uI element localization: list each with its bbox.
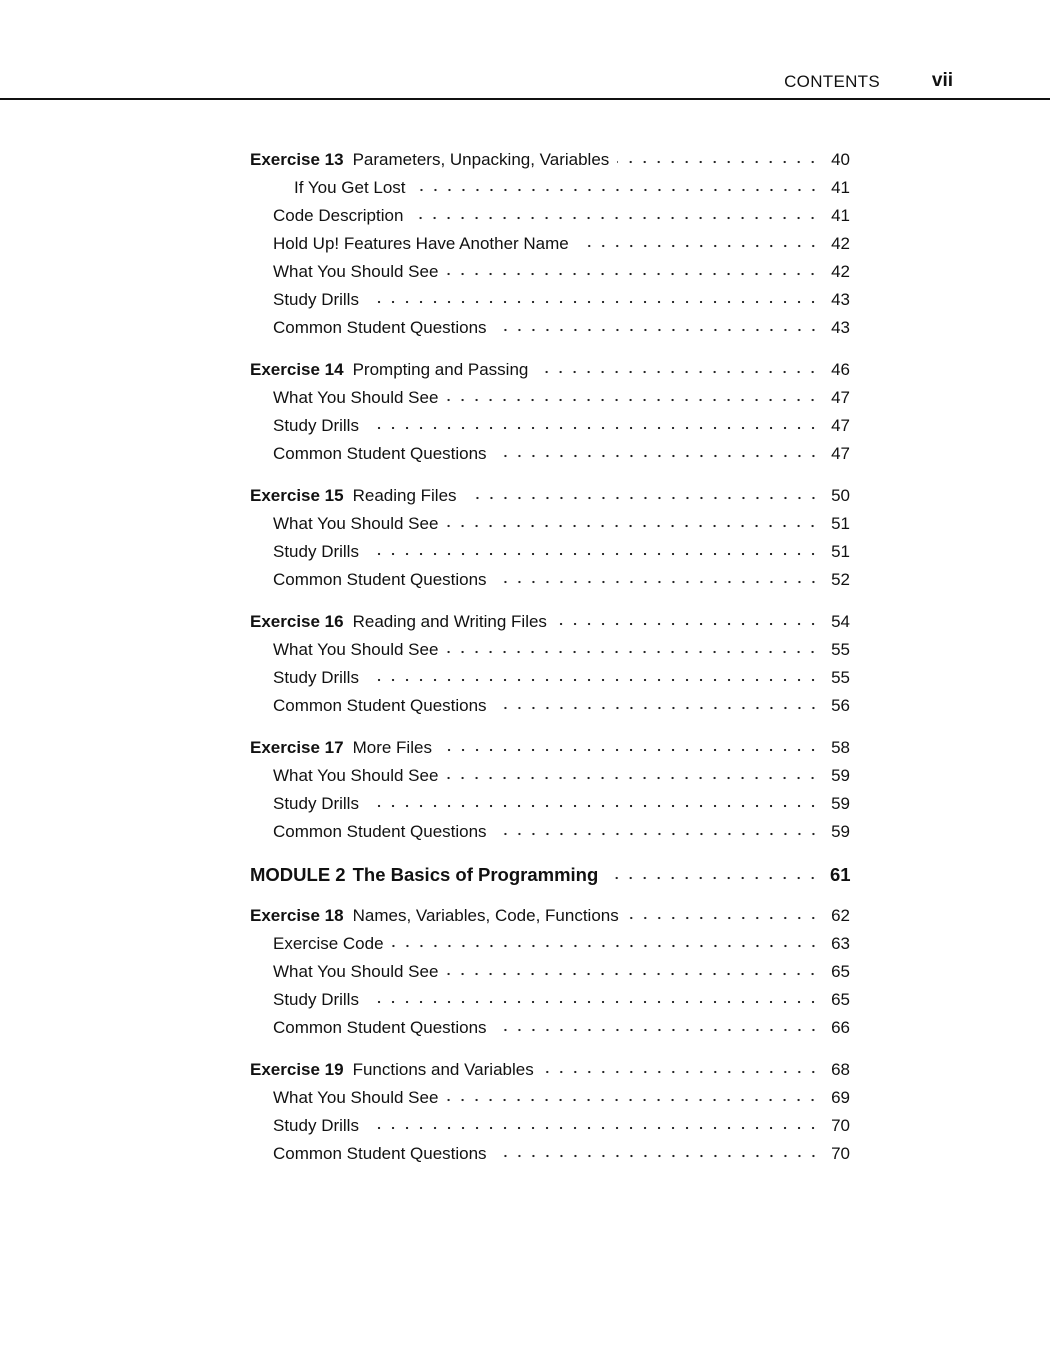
- dot-leader: [495, 831, 820, 837]
- dot-leader: [392, 943, 820, 949]
- toc-exercise-entry[interactable]: [250, 356, 850, 384]
- toc-exercise-heading: [250, 1056, 534, 1084]
- dot-leader: [495, 579, 820, 585]
- toc-page-number: 40: [831, 150, 850, 169]
- toc-section-title: Code Description: [273, 206, 404, 225]
- toc-section-title: What You Should See: [273, 1088, 439, 1107]
- toc-section-title: Common Student Questions: [273, 696, 487, 715]
- toc-section-entry[interactable]: [250, 762, 850, 790]
- toc-exercise-label: Exercise 15: [250, 486, 344, 505]
- toc-exercise-label: Exercise 17: [250, 738, 344, 757]
- toc-section-title: Study Drills: [273, 668, 359, 687]
- toc-section-title: What You Should See: [273, 962, 439, 981]
- dot-leader: [367, 425, 820, 431]
- dot-leader: [446, 775, 820, 781]
- toc-module-entry[interactable]: [250, 860, 850, 890]
- toc-page-number: 65: [831, 990, 850, 1009]
- toc-page-number: 55: [831, 640, 850, 659]
- dot-leader: [555, 621, 820, 627]
- toc-page-number: 43: [831, 290, 850, 309]
- toc-section-title: Common Student Questions: [273, 570, 487, 589]
- toc-page-number: 41: [831, 206, 850, 225]
- toc-section-entry[interactable]: [250, 202, 850, 230]
- toc-page-number: 52: [831, 570, 850, 589]
- toc-section-title: Common Student Questions: [273, 1018, 487, 1037]
- toc-section-title: Study Drills: [273, 794, 359, 813]
- toc-section-entry[interactable]: [250, 1084, 850, 1112]
- toc-page-number: 43: [831, 318, 850, 337]
- toc-page-number: 47: [831, 388, 850, 407]
- toc-page-number: 59: [831, 794, 850, 813]
- toc-section-title: If You Get Lost: [294, 178, 406, 197]
- dot-leader: [367, 551, 820, 557]
- toc-page-number: 56: [831, 696, 850, 715]
- toc-section-title: What You Should See: [273, 766, 439, 785]
- dot-leader: [367, 677, 820, 683]
- toc-page-number: 63: [831, 934, 850, 953]
- toc-section-title: Common Student Questions: [273, 318, 487, 337]
- dot-leader: [367, 1125, 820, 1131]
- dot-leader: [495, 453, 820, 459]
- dot-leader: [536, 369, 820, 375]
- running-head-section: CONTENTS: [784, 72, 880, 91]
- toc-exercise-title: More Files: [352, 738, 432, 757]
- toc-exercise-heading: [250, 734, 432, 762]
- toc-exercise-group: [250, 482, 850, 594]
- dot-leader: [627, 915, 820, 921]
- toc-section-entry[interactable]: [250, 930, 850, 958]
- toc-section-entry[interactable]: [250, 958, 850, 986]
- toc-exercise-heading: [250, 482, 457, 510]
- toc-page-number: 65: [831, 962, 850, 981]
- running-head: [0, 70, 1050, 94]
- dot-leader: [495, 705, 820, 711]
- toc-page-number: 70: [831, 1116, 850, 1135]
- dot-leader: [367, 803, 820, 809]
- toc-exercise-title: Parameters, Unpacking, Variables: [352, 150, 610, 169]
- toc-section-title: Common Student Questions: [273, 1144, 487, 1163]
- toc-page-number: 42: [831, 262, 850, 281]
- dot-leader: [446, 271, 820, 277]
- toc-page-number: 50: [831, 486, 850, 505]
- toc-exercise-group: [250, 902, 850, 1042]
- toc-section-title: Study Drills: [273, 542, 359, 561]
- toc-section-title: Study Drills: [273, 290, 359, 309]
- toc-exercise-label: Exercise 18: [250, 906, 344, 925]
- dot-leader: [610, 875, 820, 881]
- toc-exercise-title: Reading Files: [352, 486, 457, 505]
- toc-section-title: What You Should See: [273, 262, 439, 281]
- toc-exercise-heading: [250, 608, 547, 636]
- toc-page-number: 42: [831, 234, 850, 253]
- header-rule: [0, 98, 1050, 100]
- toc-section-entry[interactable]: [250, 510, 850, 538]
- toc-exercise-heading: [250, 146, 609, 174]
- toc-section-entry[interactable]: [250, 1014, 850, 1042]
- toc-module-title: The Basics of Programming: [352, 864, 599, 885]
- toc-exercise-entry[interactable]: [250, 146, 850, 174]
- toc-section-entry[interactable]: [250, 692, 850, 720]
- toc-exercise-heading: [250, 902, 619, 930]
- toc-exercise-group: [250, 1056, 850, 1168]
- toc-exercise-entry[interactable]: [250, 482, 850, 510]
- toc-page-number: 55: [831, 668, 850, 687]
- toc-page-number: 51: [831, 514, 850, 533]
- toc-exercise-group: [250, 734, 850, 846]
- page-number: vii: [931, 70, 953, 91]
- dot-leader: [446, 971, 820, 977]
- toc-section-entry[interactable]: [250, 314, 850, 342]
- toc-section-entry[interactable]: [250, 230, 850, 258]
- toc-exercise-entry[interactable]: [250, 902, 850, 930]
- dot-leader: [495, 1027, 820, 1033]
- dot-leader: [440, 747, 820, 753]
- toc-section-title: Study Drills: [273, 416, 359, 435]
- toc-section-entry[interactable]: [250, 538, 850, 566]
- toc-section-entry[interactable]: [250, 258, 850, 286]
- toc-exercise-heading: [250, 356, 528, 384]
- toc-section-title: Study Drills: [273, 1116, 359, 1135]
- toc-section-title: Study Drills: [273, 990, 359, 1009]
- toc-section-title: What You Should See: [273, 514, 439, 533]
- dot-leader: [495, 1153, 820, 1159]
- toc-page-number: 46: [831, 360, 850, 379]
- dot-leader: [367, 299, 820, 305]
- toc-section-entry[interactable]: [250, 818, 850, 846]
- toc-exercise-title: Prompting and Passing: [352, 360, 529, 379]
- toc-page-number: 41: [831, 178, 850, 197]
- toc-section-title: Hold Up! Features Have Another Name: [273, 234, 569, 253]
- toc-section-entry[interactable]: [250, 412, 850, 440]
- toc-page-number: 70: [831, 1144, 850, 1163]
- toc-section-entry[interactable]: [250, 174, 850, 202]
- toc-section-title: Common Student Questions: [273, 822, 487, 841]
- toc-page-number: 47: [831, 416, 850, 435]
- toc-page-number: 59: [831, 822, 850, 841]
- toc-page-number: 61: [830, 864, 851, 885]
- toc-exercise-title: Functions and Variables: [352, 1060, 534, 1079]
- toc-section-title: What You Should See: [273, 640, 439, 659]
- toc-page-number: 68: [831, 1060, 850, 1079]
- toc-exercise-label: Exercise 13: [250, 150, 344, 169]
- dot-leader: [411, 215, 820, 221]
- dot-leader: [577, 243, 820, 249]
- dot-leader: [495, 327, 820, 333]
- toc-section-entry[interactable]: [250, 286, 850, 314]
- toc-exercise-title: Names, Variables, Code, Functions: [352, 906, 619, 925]
- toc-exercise-entry[interactable]: [250, 734, 850, 762]
- toc-page-number: 58: [831, 738, 850, 757]
- toc-exercise-group: [250, 146, 850, 342]
- toc-page-number: 54: [831, 612, 850, 631]
- toc-section-entry[interactable]: [250, 790, 850, 818]
- toc-module-label: MODULE 2: [250, 864, 346, 885]
- dot-leader: [414, 187, 820, 193]
- dot-leader: [446, 397, 820, 403]
- toc-module-heading: [250, 860, 598, 890]
- dot-leader: [367, 999, 820, 1005]
- toc-section-entry[interactable]: [250, 566, 850, 594]
- dot-leader: [465, 495, 820, 501]
- dot-leader: [446, 1097, 820, 1103]
- toc-section-entry[interactable]: [250, 1140, 850, 1168]
- toc-page-number: 69: [831, 1088, 850, 1107]
- toc-section-title: What You Should See: [273, 388, 439, 407]
- toc-exercise-group: [250, 608, 850, 720]
- toc-section-entry[interactable]: [250, 384, 850, 412]
- toc-page-number: 62: [831, 906, 850, 925]
- toc-section-entry[interactable]: [250, 636, 850, 664]
- toc-exercise-label: Exercise 14: [250, 360, 344, 379]
- toc-exercise-label: Exercise 19: [250, 1060, 344, 1079]
- toc-page-number: 59: [831, 766, 850, 785]
- table-of-contents: [250, 146, 850, 1182]
- toc-exercise-label: Exercise 16: [250, 612, 344, 631]
- toc-exercise-entry[interactable]: [250, 608, 850, 636]
- toc-exercise-group: [250, 356, 850, 468]
- toc-section-title: Exercise Code: [273, 934, 384, 953]
- toc-section-entry[interactable]: [250, 1112, 850, 1140]
- dot-leader: [542, 1069, 820, 1075]
- dot-leader: [446, 649, 820, 655]
- toc-page-number: 47: [831, 444, 850, 463]
- toc-section-entry[interactable]: [250, 440, 850, 468]
- toc-page-number: 51: [831, 542, 850, 561]
- dot-leader: [446, 523, 820, 529]
- toc-section-title: Common Student Questions: [273, 444, 487, 463]
- toc-section-entry[interactable]: [250, 986, 850, 1014]
- dot-leader: [617, 159, 820, 165]
- toc-page-number: 66: [831, 1018, 850, 1037]
- toc-section-entry[interactable]: [250, 664, 850, 692]
- toc-exercise-entry[interactable]: [250, 1056, 850, 1084]
- toc-exercise-title: Reading and Writing Files: [352, 612, 547, 631]
